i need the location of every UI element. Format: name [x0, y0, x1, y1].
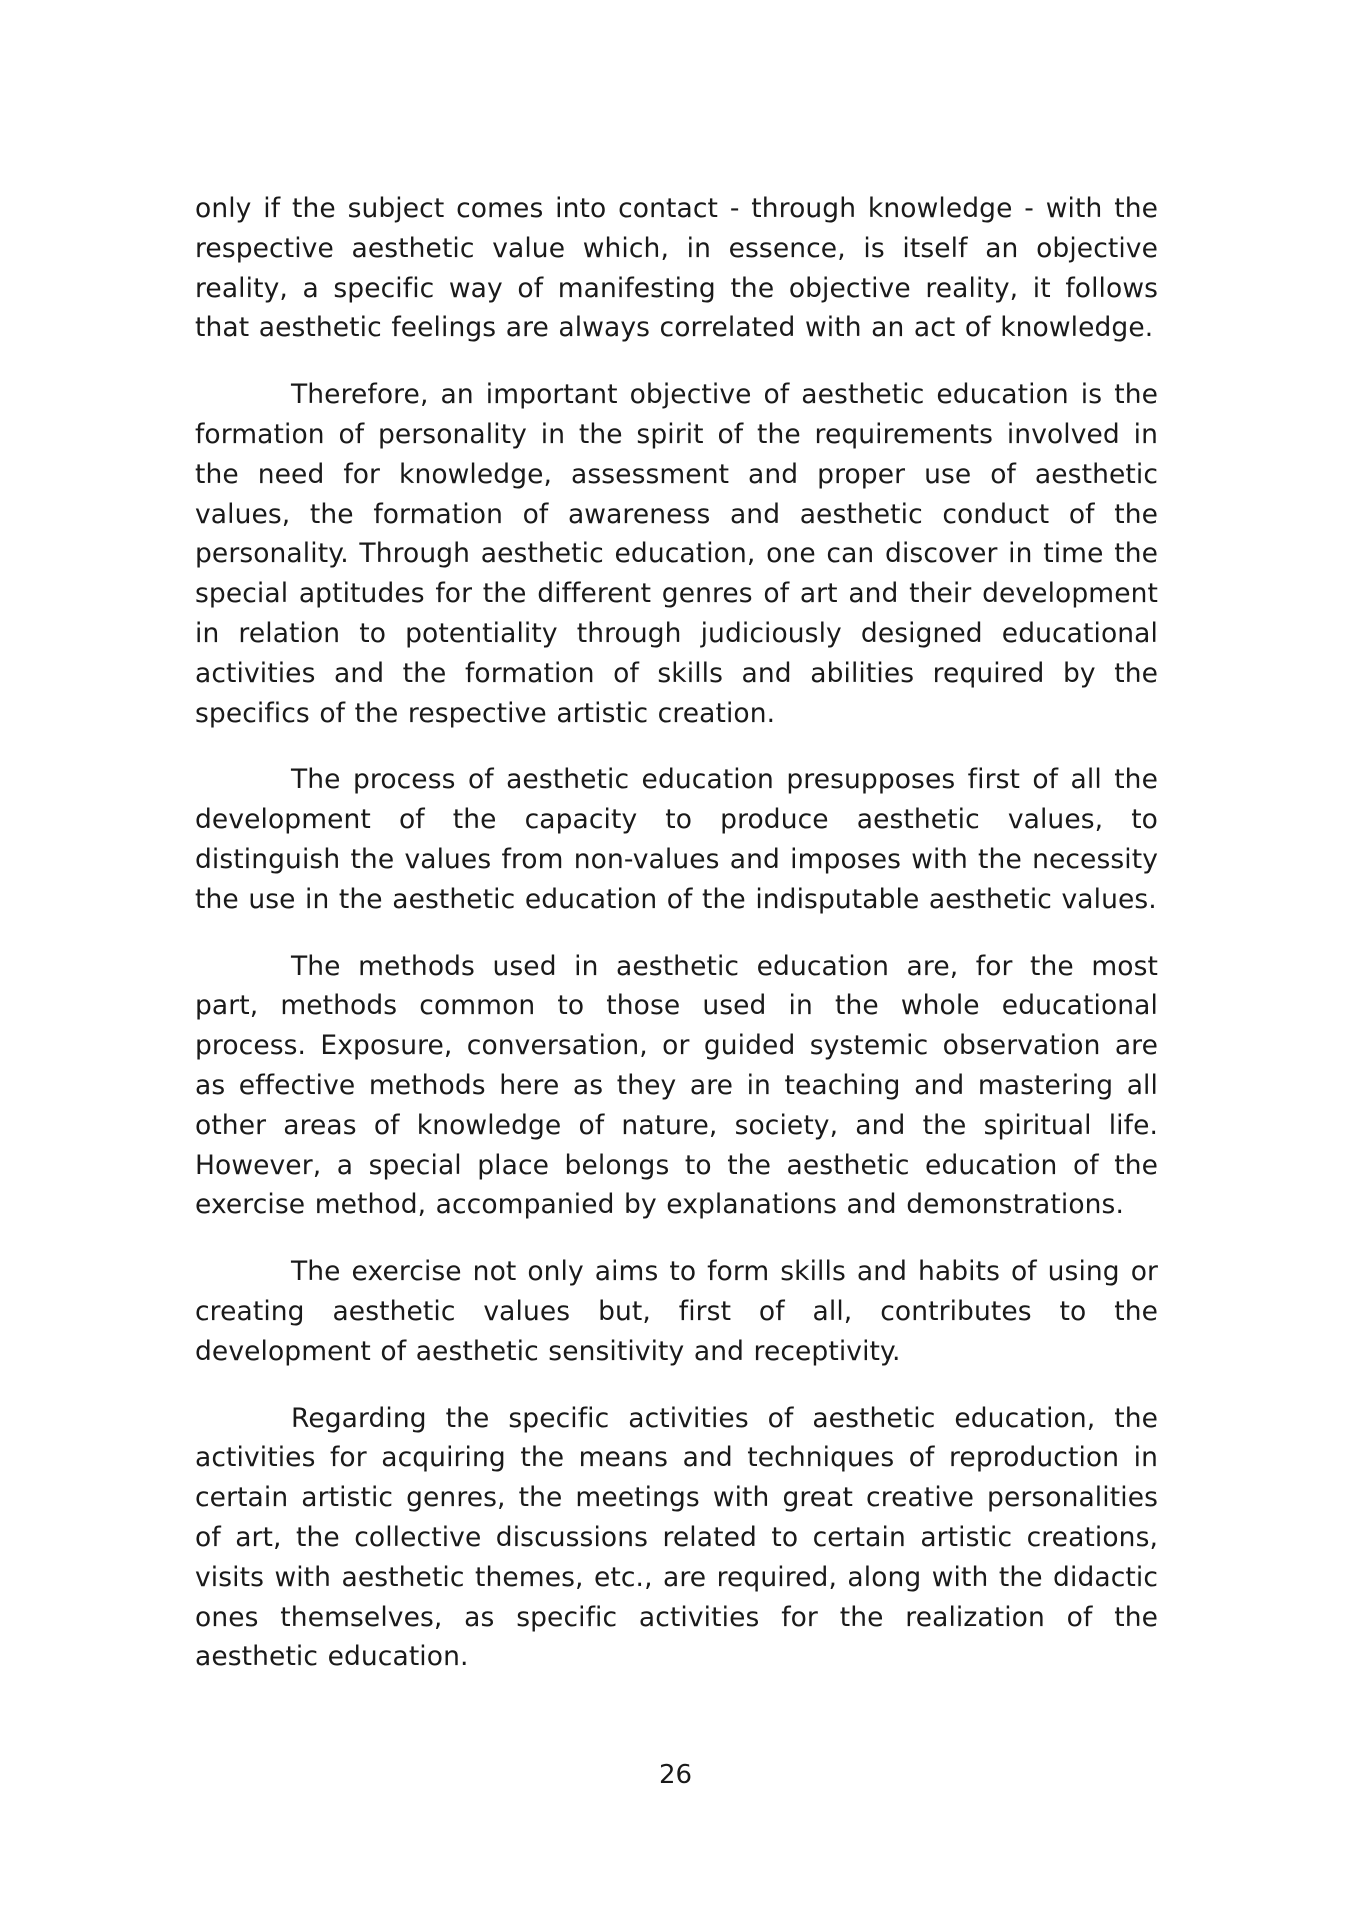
paragraph-1: only if the subject comes into contact - through knowledge - with the respective aesthetic value which, in essence, is itself an objective reality, a specific way of manifesting the objective reality, it follows that aesthetic feelings are always correlated with an act of knowledge.	[195, 193, 1158, 344]
paragraph-6: Regarding the specific activities of aesthetic education, the activities for acquiring the means and techniques of reproduction in certain artistic genres, the meetings with great creative personalities of art, the collective discussions related to certain artistic creations, visits with aesthetic themes, etc., are required, along with the didactic ones themselves, as specific activities for the realization of the aesthetic education.	[195, 1402, 1158, 1673]
body-text	[195, 189, 1158, 1704]
paragraph-2: Therefore, an important objective of aesthetic education is the formation of personality in the spirit of the requirements involved in the need for knowledge, assessment and proper use of aesthetic values, the formation of awareness and aesthetic conduct of the personality. Through aesthetic education, one can discover in time the special aptitudes for the different genres of art and their development in relation to potentiality through judiciously designed educational activities and the formation of skills and abilities required by the specifics of the respective artistic creation.	[195, 379, 1158, 729]
page-number: 26	[658, 1760, 693, 1790]
paragraph-5: The exercise not only aims to form skills and habits of using or creating aesthetic values but, first of all, contributes to the development of aesthetic sensitivity and receptivity.	[195, 1256, 1158, 1367]
paragraph-4: The methods used in aesthetic education are, for the most part, methods common to those used in the whole educational process. Exposure, conversation, or guided systemic observation are as effective methods here as they are in teaching and mastering all other areas of knowledge of nature, society, and the spiritual life. However, a special place belongs to the aesthetic education of the exercise method, accompanied by explanations and demonstrations.	[195, 950, 1158, 1221]
paragraph-3: The process of aesthetic education presupposes first of all the development of the capacity to produce aesthetic values, to distinguish the values from non-values and imposes with the necessity the use in the aesthetic education of the indisputable aesthetic values.	[195, 764, 1158, 915]
